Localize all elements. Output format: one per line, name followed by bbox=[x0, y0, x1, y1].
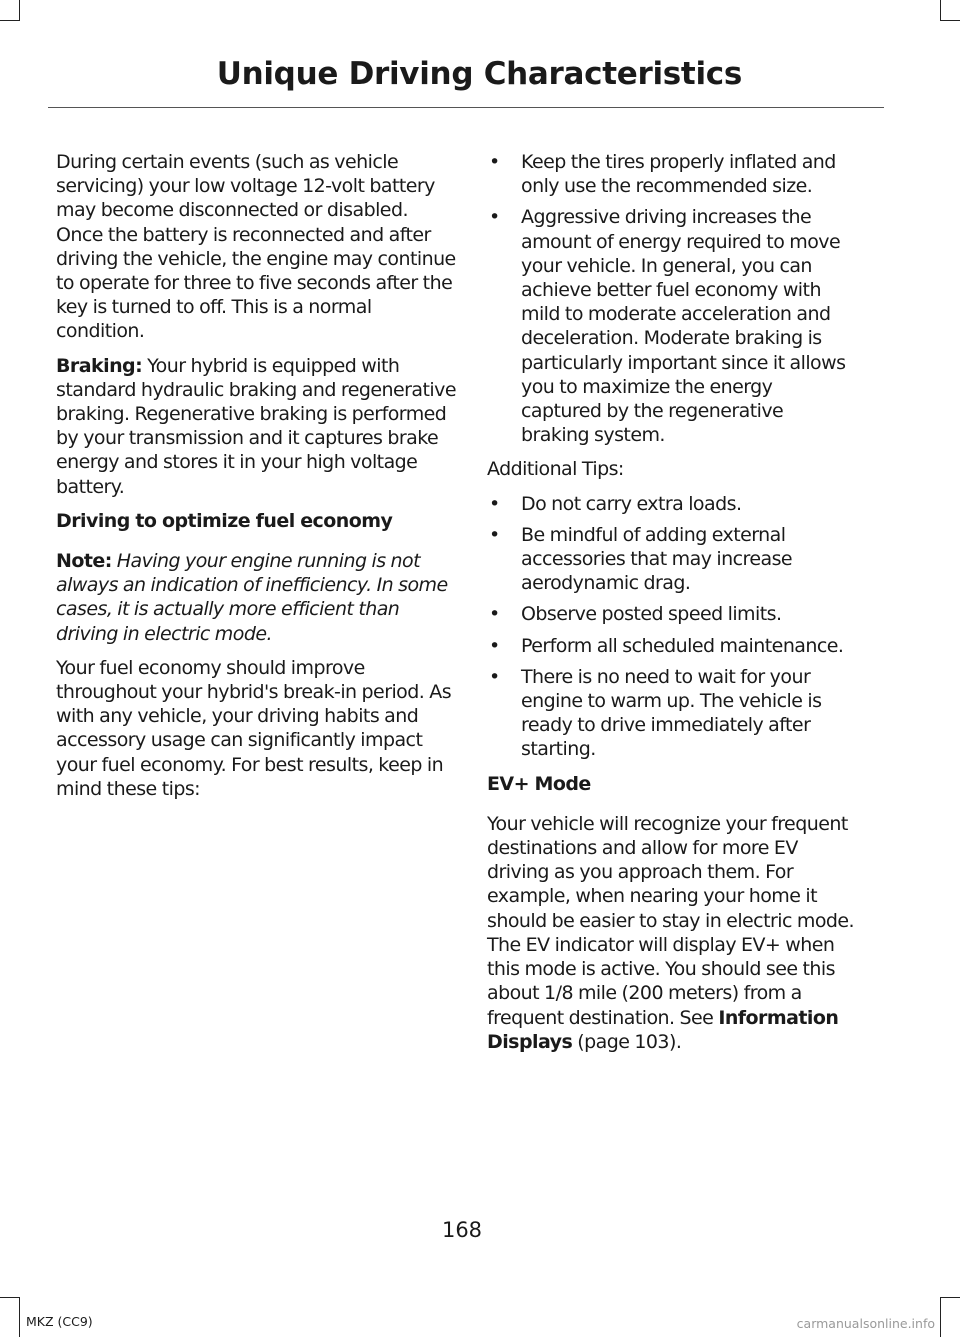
ev-mode-paragraph bbox=[487, 812, 855, 1054]
fuel-economy-heading: Driving to optimize fuel economy bbox=[56, 509, 393, 532]
page-reference: (page 103). bbox=[572, 1030, 682, 1053]
crop-mark bbox=[0, 1297, 20, 1298]
model-code: MKZ (CC9) bbox=[26, 1314, 93, 1329]
list-item: • Perform all scheduled maintenance. bbox=[487, 634, 855, 658]
braking-label: Braking: bbox=[56, 354, 143, 377]
list-item: • Keep the tires properly inflated and only use the recommended size. bbox=[487, 150, 855, 198]
page-number: 168 bbox=[441, 1218, 483, 1242]
braking-paragraph bbox=[56, 354, 456, 499]
crop-mark bbox=[940, 1297, 941, 1337]
tips-list bbox=[487, 150, 855, 447]
right-column bbox=[487, 150, 855, 1064]
list-item: • Do not carry extra loads. bbox=[487, 492, 855, 516]
additional-tips-label: Additional Tips: bbox=[487, 458, 624, 481]
information-displays-link[interactable]: Information Displays bbox=[487, 1006, 839, 1053]
braking-text: Your hybrid is equipped with standard hydraulic braking and regenerative braking. Regenerative braking is performed by your transmission and it captures brake energy and stores it in your high voltage battery. bbox=[56, 354, 456, 498]
note-label: Note: bbox=[56, 550, 112, 573]
crop-mark bbox=[940, 20, 960, 21]
note-paragraph bbox=[56, 549, 456, 646]
note-text: Having your engine running is not always an indication of inefficiency. In some cases, it is actually more efficient than driving in electric mode. bbox=[56, 550, 448, 645]
header-divider bbox=[48, 107, 884, 108]
crop-mark bbox=[940, 1297, 960, 1298]
list-item: • There is no need to wait for your engine to warm up. The vehicle is ready to drive immediately after starting. bbox=[487, 665, 855, 762]
crop-mark bbox=[0, 20, 20, 21]
battery-paragraph: During certain events (such as vehicle servicing) your low voltage 12-volt battery may become disconnected or disabled. Once the battery is reconnected and after driving the vehicle, the engine may continue to operate for three to five seconds after the key is turned to off. This is a normal condition. bbox=[56, 151, 456, 343]
page-title: Unique Driving Characteristics bbox=[216, 56, 742, 92]
watermark: carmanualsonline.info bbox=[796, 1316, 935, 1331]
crop-mark bbox=[19, 0, 20, 20]
list-item: • Be mindful of adding external accessories that may increase aerodynamic drag. bbox=[487, 523, 855, 596]
crop-mark bbox=[19, 1297, 20, 1337]
ev-mode-heading: EV+ Mode bbox=[487, 772, 591, 795]
left-column bbox=[56, 150, 456, 811]
list-item: • Observe posted speed limits. bbox=[487, 602, 855, 626]
additional-tips-list bbox=[487, 492, 855, 762]
ev-mode-text: Your vehicle will recognize your frequent destinations and allow for more EV driving as you approach them. For example, when nearing your home it should be easier to stay in electric mode. The EV indicator will display EV+ when this mode is active. You should see this about 1/8 mile (200 meters) from a frequent destination. See bbox=[487, 812, 855, 1029]
fuel-economy-paragraph: Your fuel economy should improve throughout your hybrid's break-in period. As with any vehicle, your driving habits and accessory usage can significantly impact your fuel economy. For best results, keep in mind these tips: bbox=[56, 656, 452, 800]
list-item: • Aggressive driving increases the amount of energy required to move your vehicle. In general, you can achieve better fuel economy with mild to moderate acceleration and deceleration. Moderate braking is particularly important since it allows you to maximize the energy captured by the regenerative braking system. bbox=[487, 205, 855, 447]
crop-mark bbox=[940, 0, 941, 20]
